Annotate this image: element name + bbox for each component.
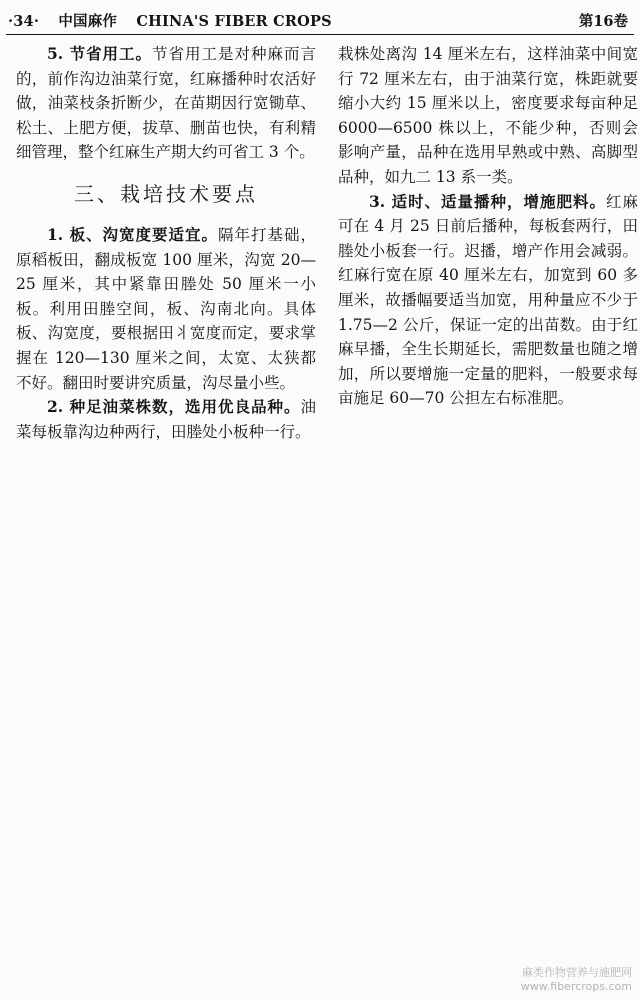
section-heading: 三、栽培技术要点	[74, 181, 258, 206]
site-watermark	[521, 966, 632, 994]
paragraph-lead: 3. 适时、适量播种，增施肥料。	[369, 191, 606, 211]
paragraph-lead: 5. 节省用工。	[47, 44, 153, 63]
running-header	[8, 10, 632, 32]
paragraph-labor-saving	[16, 42, 316, 165]
paragraph-sowing-fertilizer	[338, 190, 638, 411]
watermark-line-url: www.fibercrops.com	[520, 980, 632, 993]
paragraph-rapeseed-density-continued: 栽株处离沟 14 厘米左右，这样油菜中间宽行 72 厘米左右，由于油菜行宽，株距就要缩小大约 15 厘米以上，密度要求每亩种足 6000—6500 株以上，不能少种，否则会影响产量，品种在选用早熟或中熟、高脚型品种，如九二 13 系一类。	[338, 45, 638, 186]
paragraph-rapeseed-density	[16, 395, 316, 444]
journal-name-cn: 中国麻作	[58, 13, 118, 30]
left-column	[16, 42, 316, 444]
header-rule	[6, 34, 634, 35]
paragraph-lead: 2. 种足油菜株数，选用优良品种。	[47, 397, 301, 417]
page-number: ·34·	[8, 13, 40, 30]
right-column	[338, 42, 638, 411]
paragraph-lead: 1. 板、沟宽度要适宜。	[47, 224, 219, 244]
paragraph-body: 红麻可在 4 月 25 日前后播种，每板套两行，田塍处小板套一行。迟播，增产作用会减弱。红麻行宽在原 40 厘米左右，加宽到 60 多厘米，故播幅要适当加宽，用种量应不少于 1.75—2 公斤，保证一定的出苗数。由于红麻早播，全生长期延长，需肥数量也随之增加，所以要增施一定量的肥料，一般要求每亩施足 60—70 公担左右标准肥。	[338, 192, 638, 408]
paragraph-body: 节省用工是对种麻而言的，前作沟边油菜行宽，红麻播种时农活好做，油菜枝条折断少，在苗期因行宽锄草、松土、上肥方便，拔草、删苗也快，有利精细管理，整个红麻生产期大约可省工 3 个。	[16, 45, 316, 162]
journal-name-en: CHINA'S FIBER CROPS	[136, 13, 332, 30]
paragraph-body: 油菜每板靠沟边种两行，田塍处小板种一行。	[16, 398, 316, 441]
header-left	[8, 10, 346, 31]
paragraph-body: 隔年打基础，原稻板田，翻成板宽 100 厘米，沟宽 20—25 厘米，其中紧靠田塍处 50 厘米一小板。利用田塍空间，板、沟南北向。具体板、沟宽度，要根据田丬宽度而定，要求掌握在 120—130 厘米之间，太宽、太狭都不好。翻田时要讲究质量，沟尽量小些。	[16, 225, 316, 392]
volume-label: 第16卷	[578, 13, 628, 30]
paragraph-bed-width	[16, 223, 316, 395]
watermark-line-cn: 麻类作物营养与施肥网	[522, 966, 632, 979]
